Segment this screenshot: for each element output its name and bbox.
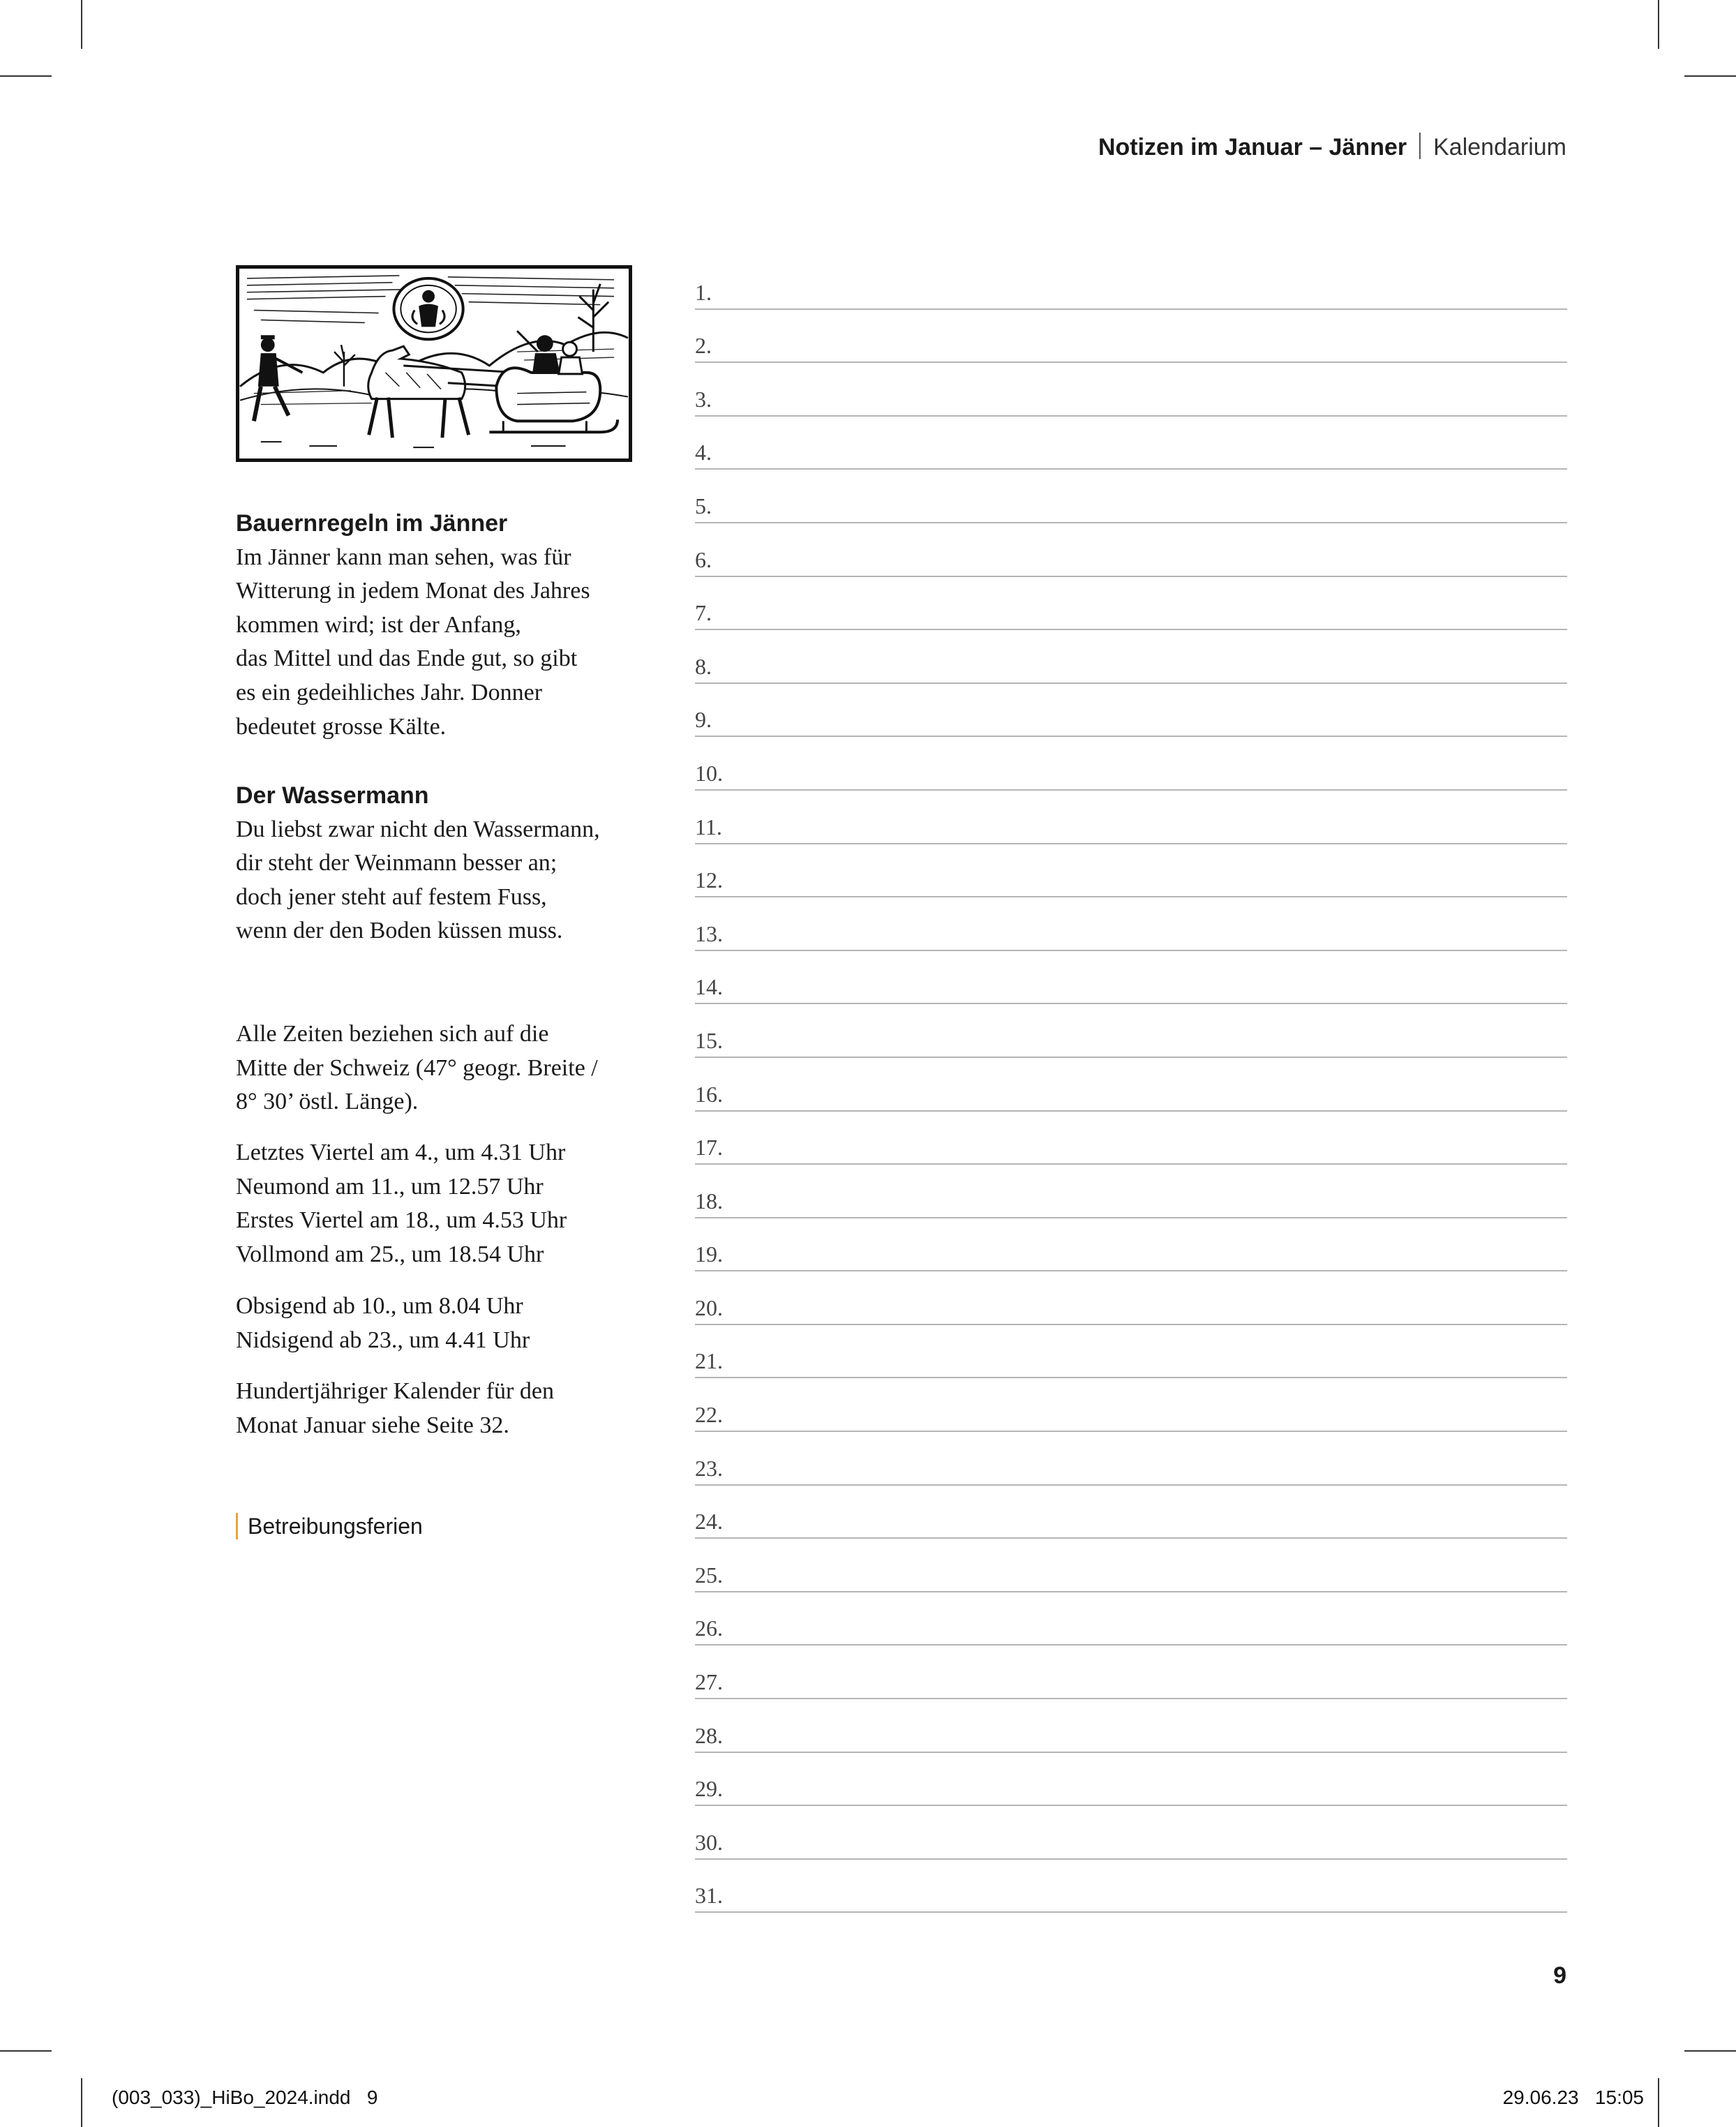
note-line[interactable] (695, 951, 1567, 1005)
text-line: Du liebst zwar nicht den Wassermann, (236, 816, 600, 842)
moon-phase-line: Vollmond am 25., um 18.54 Uhr (236, 1241, 544, 1267)
text-line: doch jener steht auf festem Fuss, (236, 883, 547, 910)
day-number: 23. (695, 1455, 723, 1481)
note-line[interactable] (695, 1218, 1567, 1272)
zeiten-note (236, 1017, 668, 1119)
running-header-title: Notizen im Januar – Jänner (1098, 134, 1407, 161)
day-number: 31. (695, 1883, 723, 1909)
text-line: Im Jänner kann man sehen, was für (236, 544, 571, 570)
woodcut-illustration (236, 265, 632, 462)
note-line[interactable] (695, 310, 1567, 364)
running-header-separator (1419, 133, 1421, 159)
text-line: wenn der den Boden küssen muss. (236, 918, 563, 944)
note-line[interactable] (695, 1165, 1567, 1218)
note-line[interactable] (695, 1058, 1567, 1112)
day-number: 15. (695, 1027, 723, 1053)
note-line[interactable] (695, 1325, 1567, 1379)
legend-label: Betreibungsferien (248, 1514, 423, 1539)
day-number: 13. (695, 920, 723, 946)
note-line[interactable] (695, 363, 1567, 417)
note-line[interactable] (695, 1806, 1567, 1860)
crop-mark (1684, 2050, 1736, 2052)
note-line[interactable] (695, 1753, 1567, 1807)
wassermann-block (236, 779, 668, 948)
sigend-dates (236, 1290, 668, 1357)
sigend-line: Obsigend ab 10., um 8.04 Uhr (236, 1293, 523, 1319)
text-line: Witterung in jedem Monat des Jahres (236, 578, 590, 604)
moon-phases (236, 1136, 668, 1271)
note-line[interactable] (695, 844, 1567, 898)
note-line[interactable] (695, 577, 1567, 631)
note-line[interactable] (695, 1004, 1567, 1058)
moon-phase-line: Erstes Viertel am 18., um 4.53 Uhr (236, 1207, 567, 1234)
hundertjaehrig-note (236, 1375, 668, 1442)
note-line[interactable] (695, 897, 1567, 951)
wassermann-verse (236, 813, 668, 948)
day-number: 24. (695, 1509, 723, 1535)
crop-mark (81, 2078, 82, 2127)
day-number: 8. (695, 653, 712, 679)
day-number: 14. (695, 974, 723, 1000)
day-number: 26. (695, 1615, 723, 1641)
bauernregeln-block (236, 507, 668, 744)
note-line[interactable] (695, 256, 1567, 310)
text-line: das Mittel und das Ende gut, so gibt (236, 645, 578, 672)
text-line: Monat Januar siehe Seite 32. (236, 1412, 509, 1438)
legend-betreibungsferien (236, 1513, 423, 1539)
text-line: dir steht der Weinmann besser an; (236, 850, 558, 876)
woodcut-sleigh-scene (239, 269, 629, 458)
crop-mark (1658, 0, 1659, 49)
text-line: Hundertjähriger Kalender für den (236, 1378, 554, 1404)
day-number: 16. (695, 1081, 723, 1107)
day-number: 28. (695, 1722, 723, 1748)
day-number: 11. (695, 814, 722, 839)
crop-mark (0, 2050, 52, 2052)
note-line[interactable] (695, 737, 1567, 791)
day-number: 29. (695, 1776, 723, 1802)
note-line[interactable] (695, 791, 1567, 844)
bauernregeln-text (236, 541, 668, 745)
day-number: 27. (695, 1669, 723, 1695)
day-number: 5. (695, 493, 712, 518)
day-number: 21. (695, 1348, 723, 1374)
note-line[interactable] (695, 1860, 1567, 1913)
day-number: 30. (695, 1829, 723, 1855)
note-line[interactable] (695, 470, 1567, 523)
sigend-line: Nidsigend ab 23., um 4.41 Uhr (236, 1327, 530, 1353)
text-line: es ein gedeihliches Jahr. Donner (236, 679, 543, 706)
note-line[interactable] (695, 684, 1567, 738)
day-number: 1. (695, 279, 712, 305)
text-line: 8° 30’ östl. Länge). (236, 1089, 419, 1115)
text-line: bedeutet grosse Kälte. (236, 713, 447, 740)
bauernregeln-heading: Bauernregeln im Jänner (236, 510, 508, 537)
note-line[interactable] (695, 1645, 1567, 1699)
note-line[interactable] (695, 1592, 1567, 1646)
running-header (1098, 133, 1566, 161)
day-number: 22. (695, 1402, 723, 1428)
day-number: 6. (695, 546, 712, 572)
notes-list (695, 256, 1567, 1913)
day-number: 2. (695, 333, 712, 359)
note-line[interactable] (695, 1486, 1567, 1539)
moon-phase-line: Letztes Viertel am 4., um 4.31 Uhr (236, 1140, 566, 1165)
day-number: 7. (695, 600, 712, 626)
day-number: 12. (695, 867, 723, 893)
page-number: 9 (1553, 1962, 1566, 1989)
crop-mark (81, 0, 82, 49)
note-line[interactable] (695, 1378, 1567, 1432)
moon-phase-line: Neumond am 11., um 12.57 Uhr (236, 1173, 544, 1200)
running-header-section: Kalendarium (1433, 134, 1566, 161)
day-number: 19. (695, 1241, 723, 1267)
slug-timestamp: 29.06.23 15:05 (1502, 2087, 1644, 2108)
day-number: 17. (695, 1135, 723, 1160)
note-line[interactable] (695, 1539, 1567, 1592)
day-number: 3. (695, 386, 712, 412)
text-line: Mitte der Schweiz (47° geogr. Breite / (236, 1054, 598, 1081)
note-line[interactable] (695, 523, 1567, 577)
day-number: 25. (695, 1562, 723, 1588)
legend-marker (236, 1513, 238, 1539)
crop-mark (0, 75, 52, 77)
day-number: 4. (695, 440, 712, 465)
note-line[interactable] (695, 417, 1567, 470)
day-number: 18. (695, 1188, 723, 1214)
slug-filename: (003_033)_HiBo_2024.indd 9 (112, 2087, 378, 2108)
text-line: Alle Zeiten beziehen sich auf die (236, 1021, 549, 1047)
day-number: 10. (695, 760, 723, 786)
note-line[interactable] (695, 1112, 1567, 1165)
note-line[interactable] (695, 1432, 1567, 1486)
crop-mark (1684, 75, 1736, 77)
wassermann-heading: Der Wassermann (236, 782, 429, 809)
note-line[interactable] (695, 1271, 1567, 1325)
text-line: kommen wird; ist der Anfang, (236, 611, 521, 638)
note-line[interactable] (695, 630, 1567, 684)
note-line[interactable] (695, 1699, 1567, 1753)
day-number: 9. (695, 707, 712, 733)
day-number: 20. (695, 1294, 723, 1320)
crop-mark (1658, 2078, 1659, 2127)
